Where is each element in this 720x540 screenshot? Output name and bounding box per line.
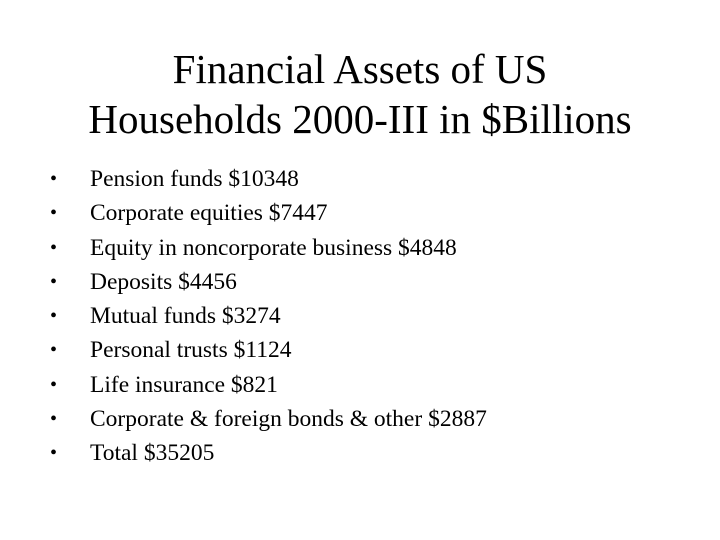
bullet-icon: • bbox=[50, 270, 58, 293]
bullet-text: Corporate & foreign bonds & other $2887 bbox=[90, 406, 487, 433]
bullet-list bbox=[50, 162, 710, 471]
bullet-icon: • bbox=[50, 202, 58, 225]
bullet-item-personal-trusts bbox=[50, 333, 710, 367]
bullet-icon: • bbox=[50, 408, 58, 431]
slide-title-line-2: Households 2000-III in $Billions bbox=[88, 96, 632, 142]
bullet-text: Mutual funds $3274 bbox=[90, 303, 281, 330]
bullet-icon: • bbox=[50, 373, 58, 396]
bullet-text: Deposits $4456 bbox=[90, 268, 237, 295]
bullet-item-deposits bbox=[50, 265, 710, 299]
slide-title-line-1: Financial Assets of US bbox=[172, 46, 548, 92]
bullet-item-total bbox=[50, 436, 710, 470]
bullet-icon: • bbox=[50, 442, 58, 465]
bullet-item-mutual-funds bbox=[50, 299, 710, 333]
bullet-icon: • bbox=[50, 305, 58, 328]
bullet-icon: • bbox=[50, 168, 58, 190]
bullet-text: Corporate equities $7447 bbox=[90, 200, 328, 227]
bullet-item-life-insurance bbox=[50, 368, 710, 402]
bullet-item-noncorporate-business bbox=[50, 231, 710, 265]
bullet-item-corporate-equities bbox=[50, 196, 710, 230]
bullet-text: Equity in noncorporate business $4848 bbox=[90, 234, 457, 261]
bullet-item-bonds-and-other bbox=[50, 402, 710, 436]
bullet-text: Life insurance $821 bbox=[90, 371, 278, 398]
bullet-icon: • bbox=[50, 339, 58, 362]
bullet-text: Total $35205 bbox=[90, 440, 215, 467]
bullet-icon: • bbox=[50, 236, 58, 259]
bullet-item-pension-funds bbox=[50, 162, 710, 196]
slide-title bbox=[20, 44, 700, 144]
bullet-text: Personal trusts $1124 bbox=[90, 337, 292, 364]
bullet-text: Pension funds $10348 bbox=[90, 166, 299, 192]
